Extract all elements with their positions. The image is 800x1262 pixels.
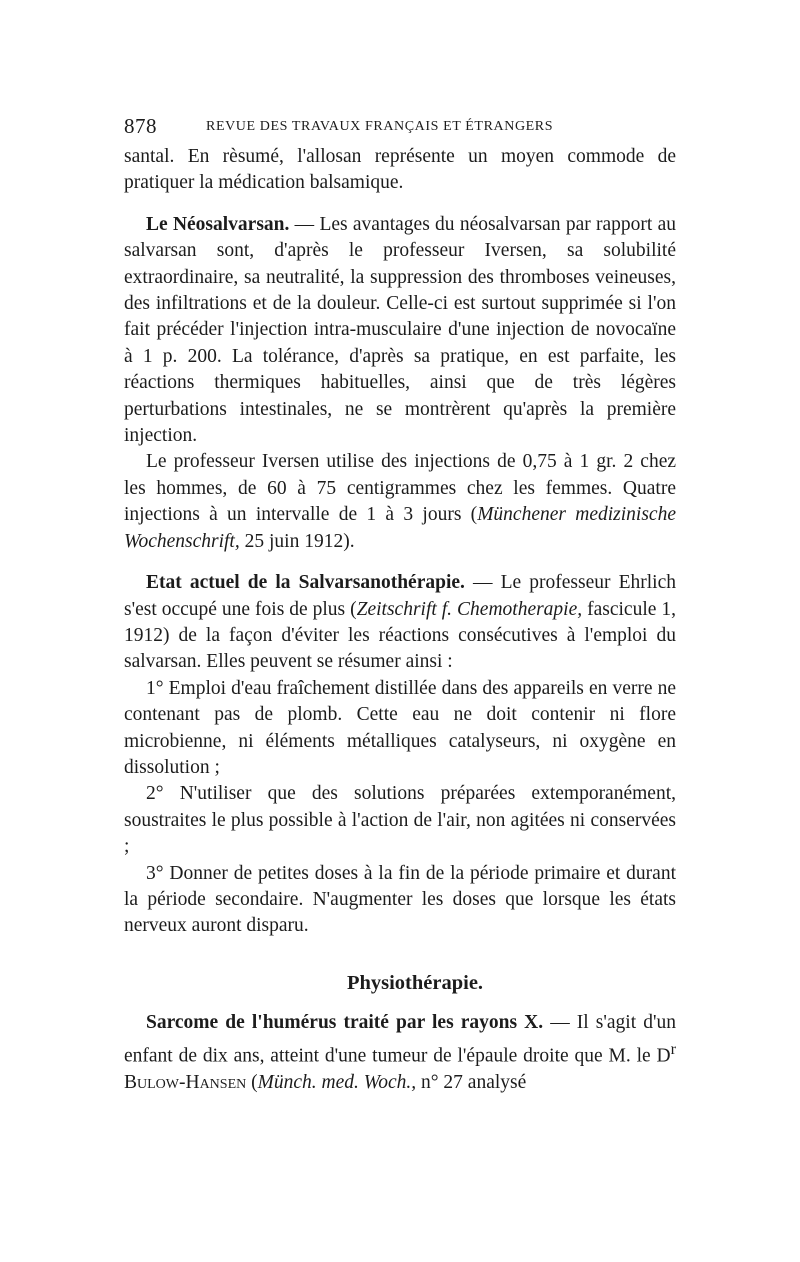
sarcome-text-c: n° 27 analysé	[416, 1072, 527, 1094]
journal-citation-zeitschrift: Zeitschrift f. Chemotherapie,	[356, 598, 583, 620]
paragraph-iversen-dosage	[124, 449, 676, 555]
etat-actuel-text-b: fascicule 1, 1912) de la façon d'éviter les réactions consécutives à l'emploi du salvarsan. Elles peuvent se résumer ainsi :	[124, 598, 676, 673]
document-page	[124, 114, 676, 1097]
sarcome-heading: Sarcome de l'humérus traité par les rayons X.	[146, 1011, 544, 1033]
paragraph-neosalvarsan	[124, 212, 676, 450]
neosalvarsan-text: — Les avantages du néosalvarsan par rapport au salvarsan sont, d'après le professeur Iversen, sa solubilité extraordinaire, sa neutralité, la suppression des thromboses veineuses, des infiltrations et de la douleur. Celle-ci est surtout supprimée si l'on fait précéder l'injection intra-musculaire d'une injection de novocaïne à 1 p. 200. La tolérance, d'après sa pratique, en est parfaite, les réactions thermiques habituelles, ainsi que de très légères perturbations intestinales, ne se montrèrent qu'après la première injection.	[124, 213, 676, 447]
running-header	[124, 114, 676, 144]
etat-actuel-heading: Etat actuel de la Salvarsanothérapie.	[146, 572, 465, 594]
author-name: Bulow-Hansen	[124, 1072, 247, 1094]
dosage-text: Le professeur Iversen utilise des injections de 0,75 à 1 gr. 2 chez les hommes, de 60 à 75 centigrammes chez les femmes. Quatre injections à un intervalle de 1 à 3 jours (	[124, 451, 676, 526]
paragraph-continuation: santal. En rèsumé, l'allosan représente un moyen commode de pratiquer la médication balsamique.	[124, 146, 676, 194]
journal-citation-munch: Münch. med. Woch.,	[257, 1072, 417, 1094]
list-item-2: 2° N'utiliser que des solutions préparées extemporanément, soustraites le plus possible à l'action de l'air, non agitées ni conservées ;	[124, 783, 676, 858]
paragraph-sarcome	[124, 1010, 676, 1097]
list-item-1: 1° Emploi d'eau fraîchement distillée dans des appareils en verre ne contenant pas de plomb. Cette eau ne doit contenir ni flore microbienne, ni éléments métalliques catalyseurs, ni oxygène en dissolution ;	[124, 677, 676, 778]
neosalvarsan-heading: Le Néosalvarsan.	[146, 213, 290, 235]
sarcome-text-a: — Il s'agit d'un enfant de dix ans, atteint d'une tumeur de l'épaule droite que M. le D	[124, 1011, 676, 1067]
etat-actuel-text-a: — Le professeur Ehrlich s'est occupé une fois de plus (	[124, 572, 676, 620]
dosage-date: 25 juin 1912).	[239, 530, 355, 552]
journal-citation-munchener: Münchener medizinische Wochenschrift,	[124, 504, 676, 552]
sarcome-text-b: (	[246, 1072, 258, 1094]
list-item-3: 3° Donner de petites doses à la fin de la période primaire et durant la période secondaire. N'augmenter les doses que lorsque les états nerveux auront disparu.	[124, 862, 676, 937]
paragraph-etat-actuel	[124, 570, 676, 676]
dr-superscript: r	[670, 1040, 676, 1059]
page-number: 878	[124, 114, 157, 138]
running-title: REVUE DES TRAVAUX FRANÇAIS ET ÉTRANGERS	[206, 119, 554, 134]
section-title-physiotherapie: Physiothérapie.	[346, 971, 484, 994]
